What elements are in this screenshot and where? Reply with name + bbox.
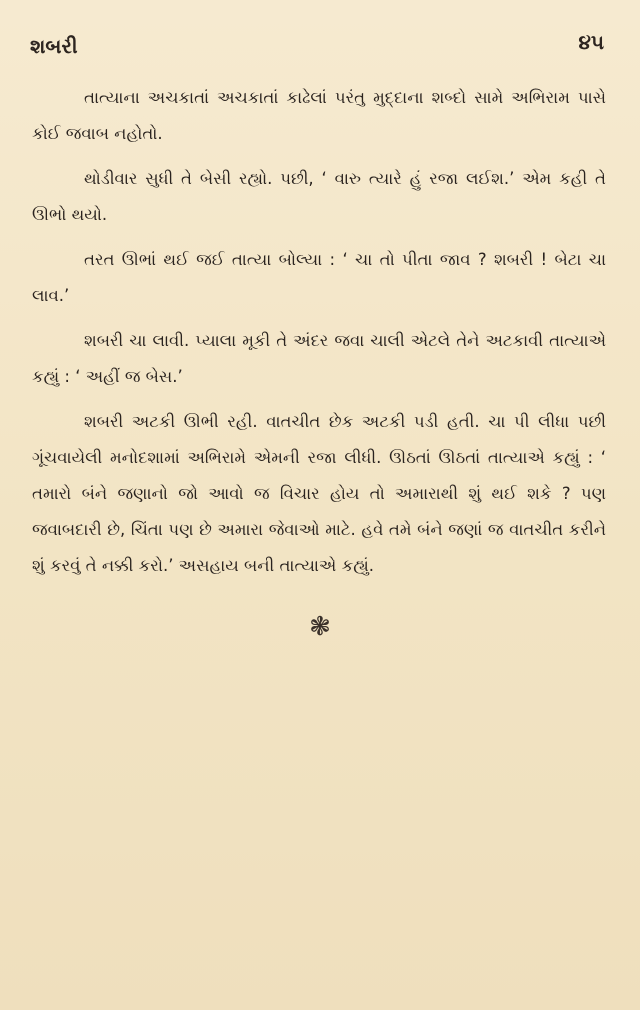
paragraph: તરત ઊભાં થઈ જઈ તાત્યા બોલ્યા : ‘ ચા તો પીતા જાવ ? શબરી ! બેટા ચા લાવ.’ (32, 250, 606, 305)
paragraph: થોડીવાર સુધી તે બેસી રહ્યો. પછી, ‘ વારુ ત્યારે હું રજા લઈશ.’ એમ કહી તે ઊભો થયો. (32, 169, 606, 224)
running-title: શબરી (30, 34, 78, 58)
paragraph: શબરી અટકી ઊભી રહી. વાતચીત છેક અટકી પડી હતી. ચા પી લીધા પછી ગૂંચવાયેલી મનોદશામાં અભિરામે એમની રજા લીધી. ઊઠતાં ઊઠતાં તાત્યાએ કહ્યું : ‘ તમારો બંને જણાનો જો આવો જ વિચાર હોય તો અમારાથી શું થઈ શકે ? પણ જવાબદારી છે, ચિંતા પણ છે અમારા જેવાઓ માટે. હવે તમે બંને જણાં જ વાતચીત કરીને શું કરવું તે નક્કી કરો.’ અસહાય બની તાત્યાએ કહ્યું. (32, 412, 606, 575)
body-text (32, 80, 606, 593)
floral-ornament-icon: ❃ (309, 612, 331, 642)
paragraph: તાત્યાના અચકાતાં અચકાતાં કાઢેલાં પરંતુ મુદ્દાના શબ્દો સામે અભિરામ પાસે કોઈ જવાબ નહોતો. (32, 88, 606, 143)
page-number: ૪૫ (578, 30, 604, 54)
paragraph: શબરી ચા લાવી. પ્યાલા મૂકી તે અંદર જવા ચાલી એટલે તેને અટકાવી તાત્યાએ કહ્યું : ‘ અહીં જ બેસ.’ (32, 331, 606, 386)
